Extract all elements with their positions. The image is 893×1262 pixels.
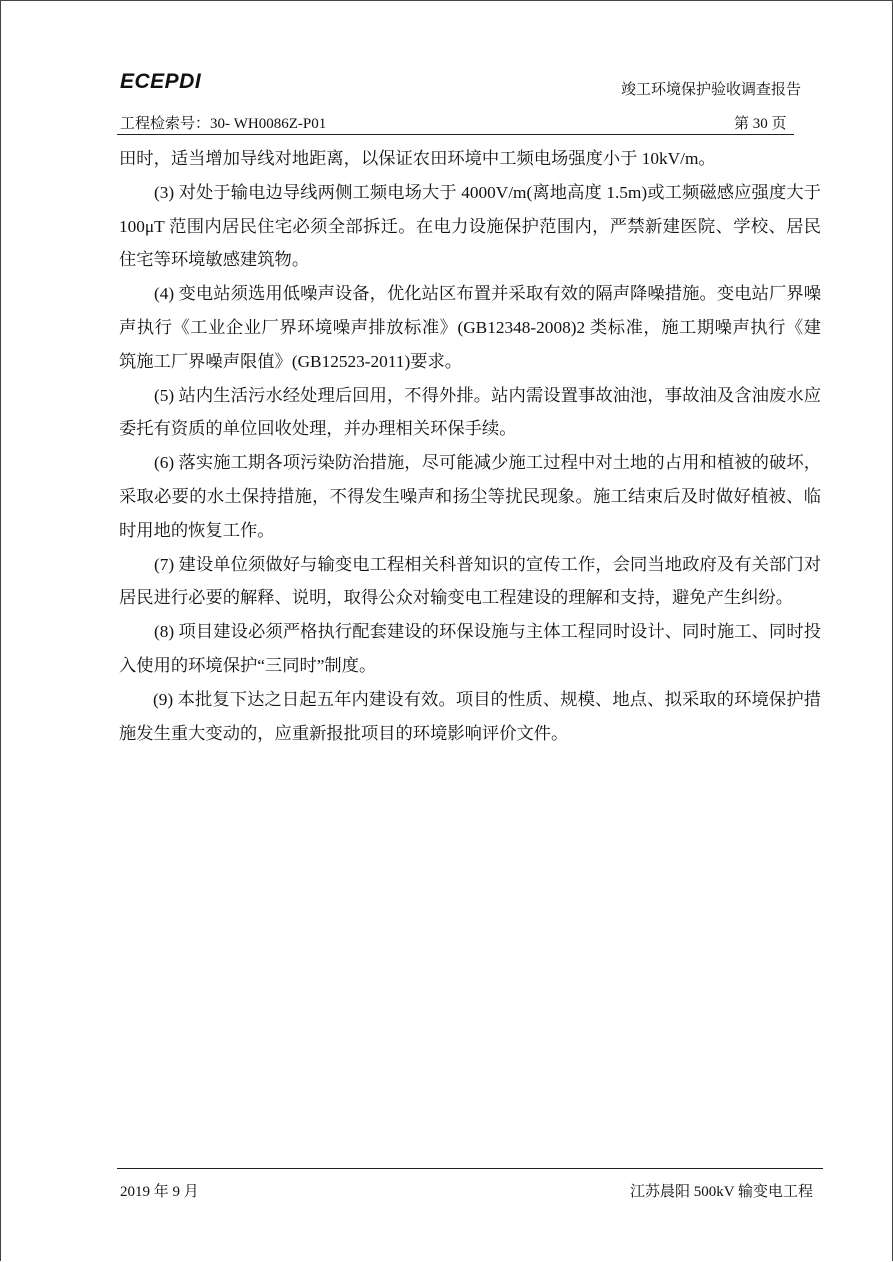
paragraph-item-9: (9) 本批复下达之日起五年内建设有效。项目的性质、规模、地点、拟采取的环境保护措施发生重大变动的，应重新报批项目的环境影响评价文件。 <box>119 689 821 743</box>
document-body <box>119 142 821 750</box>
footer-date: 2019 年 9 月 <box>120 1184 199 1200</box>
header-divider <box>117 134 794 135</box>
paragraph-continuation: 田时，适当增加导线对地距离，以保证农田环境中工频电场强度小于 10kV/m。 <box>119 149 716 168</box>
page-number: 第 30 页 <box>734 116 787 132</box>
report-title: 竣工环境保护验收调查报告 <box>620 82 801 98</box>
paragraph-item-8: (8) 项目建设必须严格执行配套建设的环保设施与主体工程同时设计、同时施工、同时投入使用的环境保护“三同时”制度。 <box>119 622 821 675</box>
paragraph-item-6: (6) 落实施工期各项污染防治措施，尽可能减少施工过程中对土地的占用和植被的破坏，采取必要的水土保持措施，不得发生噪声和扬尘等扰民现象。施工结束后及时做好植被、临时用地的恢复工作。 <box>119 453 821 540</box>
paragraph-item-7: (7) 建设单位须做好与输变电工程相关科普知识的宣传工作，会同当地政府及有关部门对居民进行必要的解释、说明，取得公众对输变电工程建设的理解和支持，避免产生纠纷。 <box>119 554 821 608</box>
paragraph-item-3: (3) 对处于输电边导线两侧工频电场大于 4000V/m(离地高度 1.5m)或工频磁感应强度大于 100μT 范围内居民住宅必须全部拆迁。在电力设施保护范围内，严禁新建医院、学校、居民住宅等环境敏感建筑物。 <box>119 182 821 270</box>
footer-divider <box>117 1168 823 1169</box>
project-index-number: 工程检索号：30- WH0086Z-P01 <box>120 116 327 132</box>
paragraph-item-4: (4) 变电站须选用低噪声设备，优化站区布置并采取有效的隔声降噪措施。变电站厂界噪声执行《工业企业厂界环境噪声排放标准》(GB12348-2008)2 类标准，施工期噪声执行《建筑施工厂界噪声限值》(GB12523-2011)要求。 <box>119 284 821 371</box>
paragraph-item-5: (5) 站内生活污水经处理后回用，不得外排。站内需设置事故油池，事故油及含油废水应委托有资质的单位回收处理，并办理相关环保手续。 <box>119 385 821 439</box>
company-logo: ECEPDI <box>120 70 202 93</box>
footer-project-name: 江苏晨阳 500kV 输变电工程 <box>629 1184 813 1200</box>
